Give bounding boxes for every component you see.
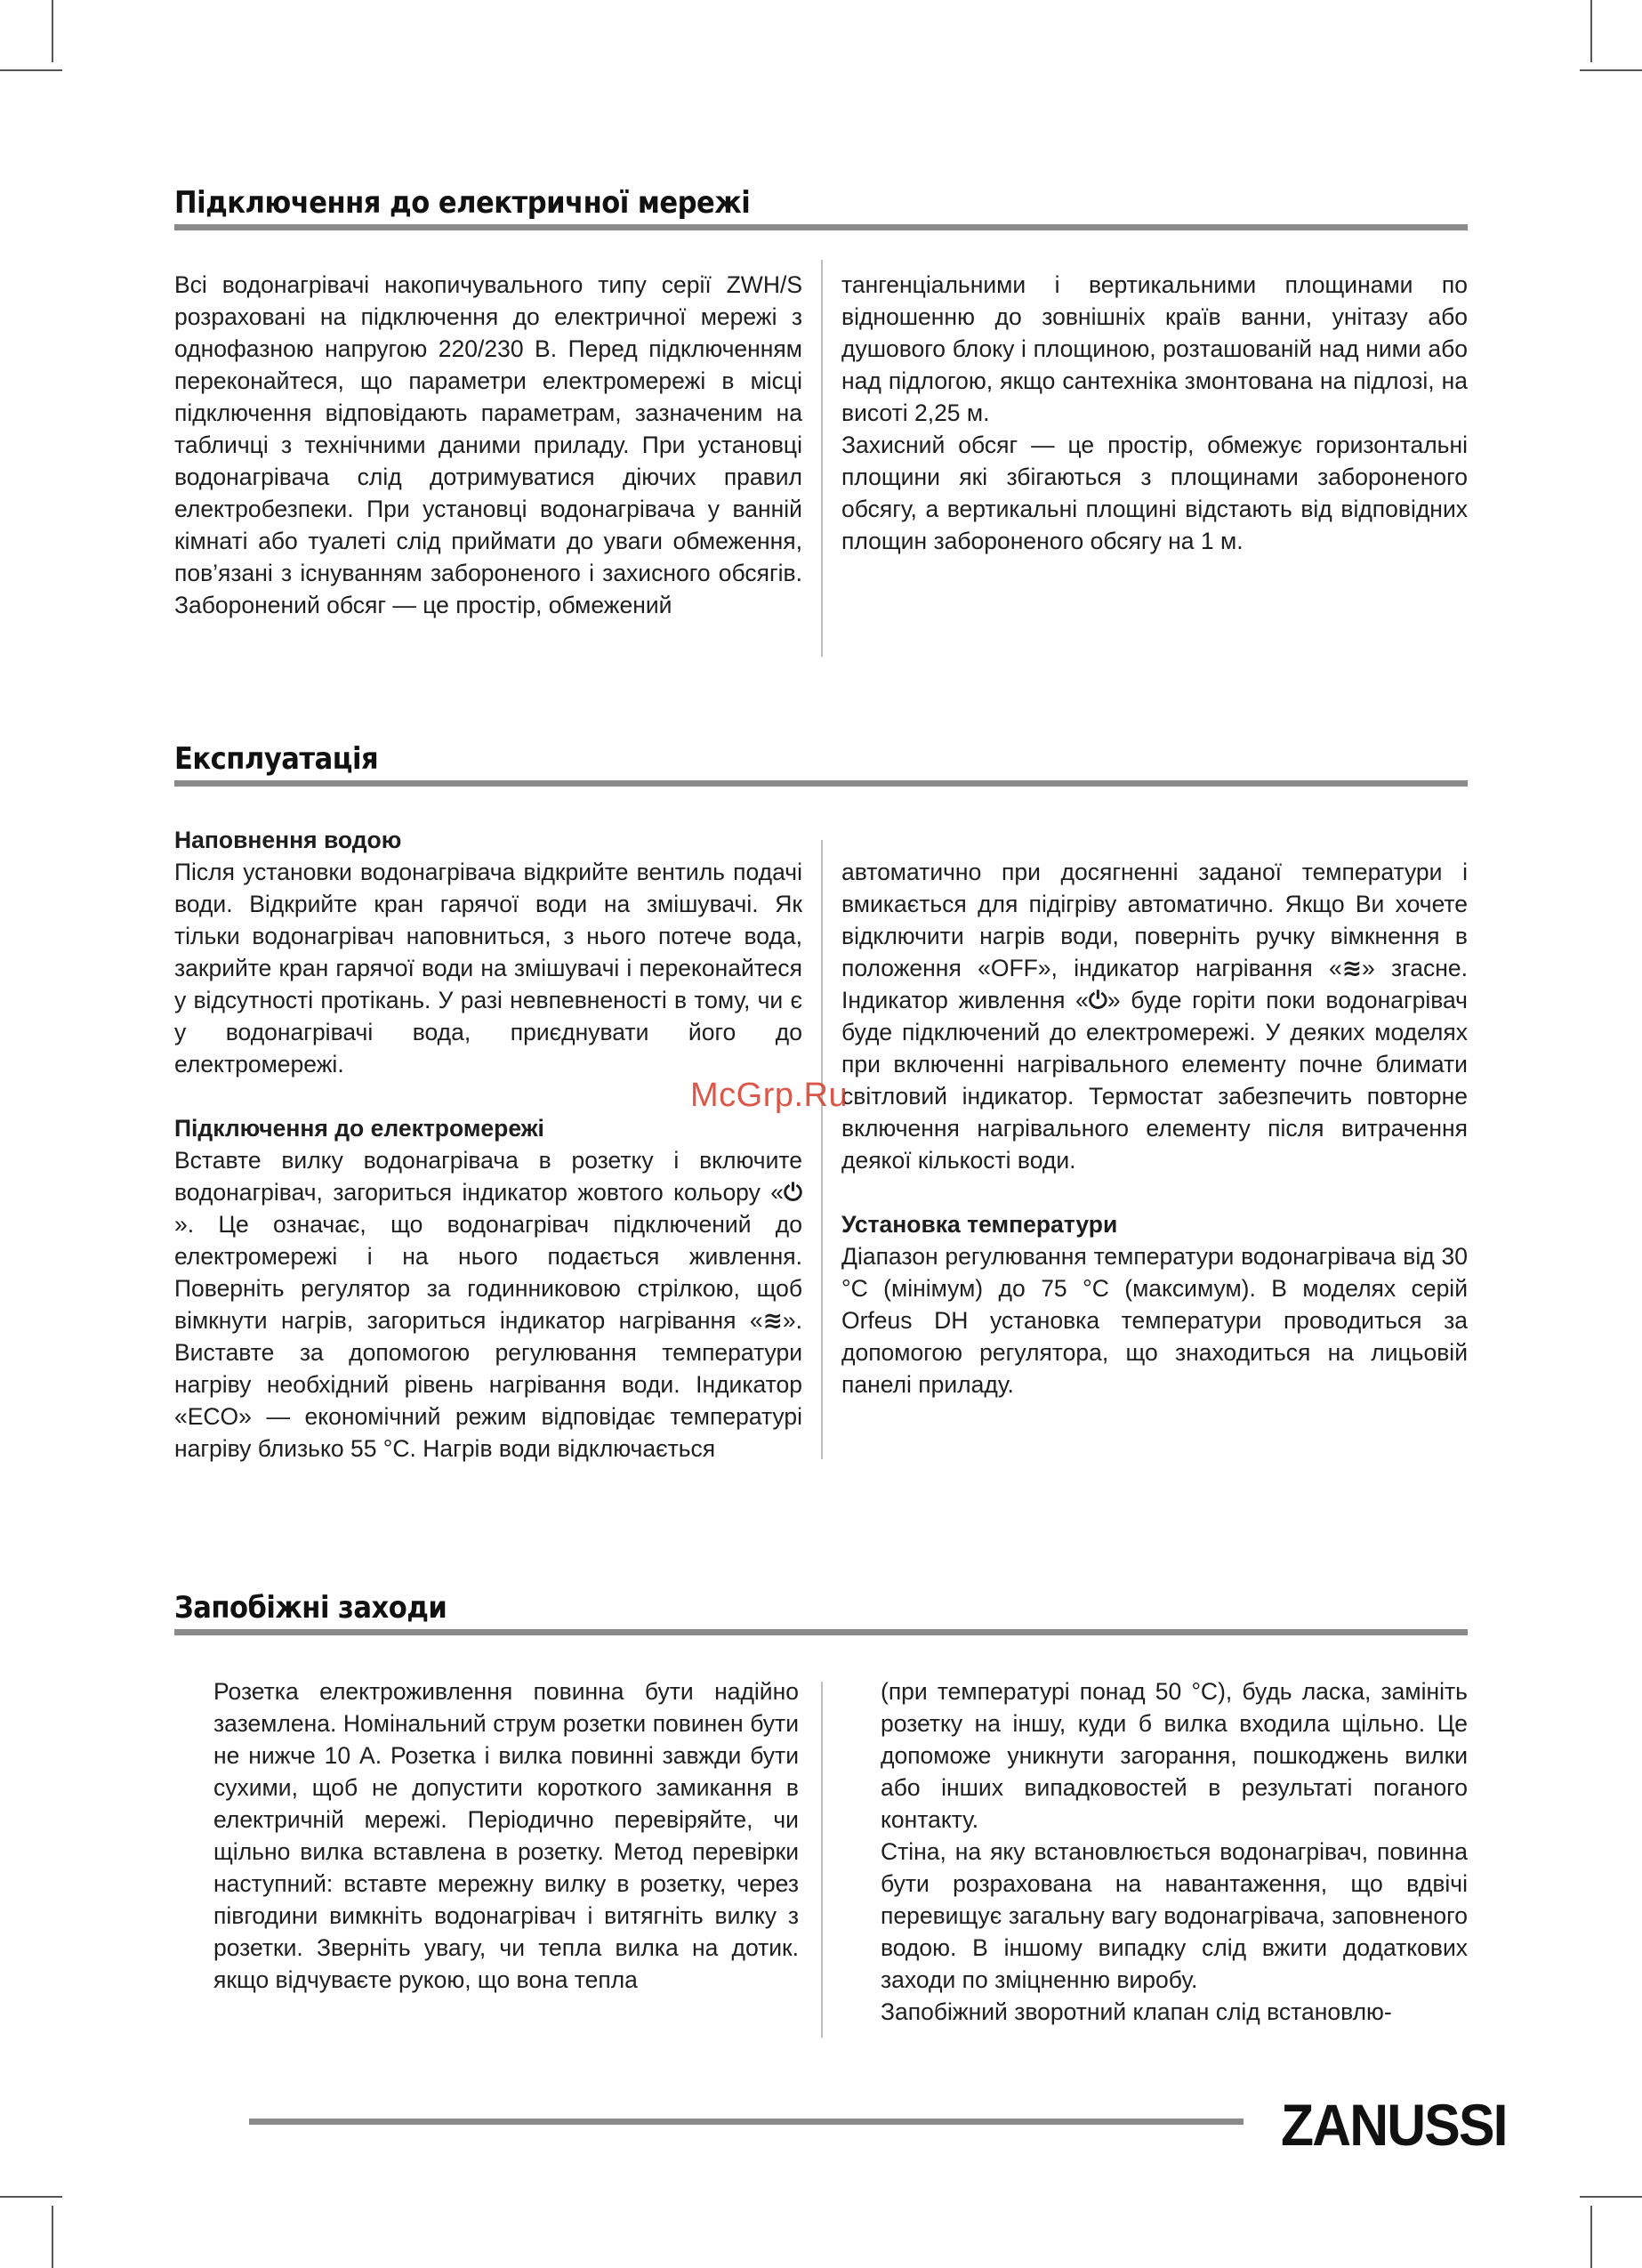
footer-rule [249, 2119, 1244, 2125]
paragraph: тангенціальними і вертикальними площинами по відношенню до зовнішніх країв ванни, унітазу або душового блоку і площиною, розташованій над ними або над підлогою, якщо сантехніка змонтована на підлозі, на висоті 2,25 м. [841, 271, 1468, 426]
watermark: McGrp.Ru [690, 1077, 849, 1114]
power-right-column [841, 269, 1468, 557]
crop-mark [52, 0, 53, 62]
power-left-column [174, 269, 802, 621]
crop-mark [1590, 0, 1592, 62]
crop-mark [1580, 2196, 1642, 2198]
operation-right-column [841, 856, 1468, 1400]
column-divider [821, 260, 823, 657]
power-indicator-icon: ⏻ [784, 1179, 802, 1206]
section-title-safety: Запобіжні заходи [174, 1590, 447, 1626]
power-indicator-icon: ⏻ [1088, 987, 1107, 1013]
paragraph: Розетка електроживлення повинна бути надійно заземлена. Номінальний струм розетки повинен бути не нижче 10 А. Розетка і вилка повинні завжди бути сухими, щоб не допустити короткого замикання в електричній мережі. Періодично перевіряйте, чи щільно вилка вставлена в розетку. Метод перевірки наступний: вставте мережну вилку в розетку, через півгодини вимкніть водонагрівач і витягніть вилку з розетки. Зверніть увагу, чи тепла вилка на дотик. якщо відчуваєте рукою, що вона тепла [213, 1678, 799, 1993]
paragraph: Вставте вилку водонагрівача в розетку і включите водонагрівач, загориться індикатор жовтого кольору «⏻». Це означає, що водонагрівач підключений до електромережі і на нього подається живлення. Поверніть регулятор за годинниковою стрілкою, щоб вімкнути нагрів, загориться індикатор нагрівання «≋». Виставте за допомогою регулювання температури нагріву необхідний рівень нагрівання води. Індикатор «ECO» — економічний режим відповідає температурі нагріву близько 55 °С. Нагрів води відключається [174, 1147, 802, 1462]
safety-left-column [213, 1675, 799, 1996]
paragraph: Всі водонагрівачі накопичувального типу серії ZWH/S розраховані на підключення до електричної мережі з однофазною напругою 220/230 В. Перед підключенням переконайтеся, що параметри електромережі в місці підключення відповідають параметрам, зазначеним на табличці з технічними даними приладу. При установці водонагрівача слід дотримуватися діючих правил електробезпеки. При установці водонагрівача у ванній кімнаті або туалеті слід приймати до уваги обмеження, пов’язані з існуванням забороненого і захисного обсягів. Заборонений обсяг — це простір, обмежений [174, 271, 802, 618]
operation-left-column [174, 824, 802, 1465]
column-divider [821, 840, 823, 1459]
paragraph: автоматично при досягненні заданої температури і вмикається для підігріву автоматично. Якщо Ви хочете відключити нагрів води, поверніть ручку вімкнення в положення «OFF», індикатор нагрівання «≋» згасне. Індикатор живлення «⏻» буде горіти поки водонагрівач буде підключений до електромережі. У деяких моделях при включенні нагрівального елементу почне блимати світловий індикатор. Термостат забезпечить повторне включення нагрівального елементу після витрачення деякої кількості води. [841, 859, 1468, 1174]
paragraph: Після установки водонагрівача відкрийте вентиль подачі води. Відкрийте кран гарячої води на змішувачі. Як тільки водонагрівач наповниться, з нього потече вода, закрийте кран гарячої води на змішувачі і переконайтеся у відсутності протікань. У разі невпевненості в тому, чи є у водонагрівачі вода, приєднувати його до електромережі. [174, 859, 802, 1078]
section-rule [174, 780, 1468, 787]
paragraph: Стіна, на яку встановлюється водонагрівач, повинна бути розрахована на навантаження, що вдвічі перевищує загальну вагу водонагрівача, заповненого водою. В іншому випадку слід вжити додаткових заходи по зміцненню виробу. [881, 1838, 1468, 1993]
section-rule [174, 1629, 1468, 1635]
crop-mark [0, 69, 62, 71]
crop-mark [1580, 69, 1642, 71]
safety-right-column [881, 1675, 1468, 2028]
subheading-connection: Підключення до електромережі [174, 1115, 544, 1142]
crop-mark [52, 2206, 53, 2268]
zanussi-logo: ZANUSSI [1281, 2092, 1507, 2158]
section-rule [174, 224, 1468, 230]
paragraph: Діапазон регулювання температури водонагрівача від 30 °С (мінімум) до 75 °С (максимум). В моделях серій Orfeus DH установка температури проводиться за допомогою регулятора, що знаходиться на лицьовій панелі приладу. [841, 1243, 1468, 1398]
crop-mark [0, 2196, 62, 2198]
crop-mark [1590, 2206, 1592, 2268]
section-title-power-connection: Підключення до електричної мережі [174, 185, 751, 221]
column-divider [821, 1682, 823, 2038]
heating-indicator-icon: ≋ [762, 1307, 783, 1334]
section-title-operation: Експлуатація [174, 741, 379, 777]
paragraph: (при температурі понад 50 °С), будь ласка, замініть розетку на іншу, куди б вилка входила щільно. Це допоможе уникнути загорання, пошкоджень вилки або інших випадковостей в результаті поганого контакту. [881, 1678, 1468, 1833]
subheading-filling: Наповнення водою [174, 827, 402, 853]
paragraph: Запобіжний зворотний клапан слід встановлю- [881, 1998, 1392, 2025]
subheading-temperature: Установка температури [841, 1211, 1118, 1238]
heating-indicator-icon: ≋ [1341, 955, 1362, 981]
paragraph: Захисний обсяг — це простір, обмежує горизонтальні площини які збігаються з площинами забороненого обсягу, а вертикальні площині відстають від відповідних площин забороненого обсягу на 1 м. [841, 432, 1468, 554]
